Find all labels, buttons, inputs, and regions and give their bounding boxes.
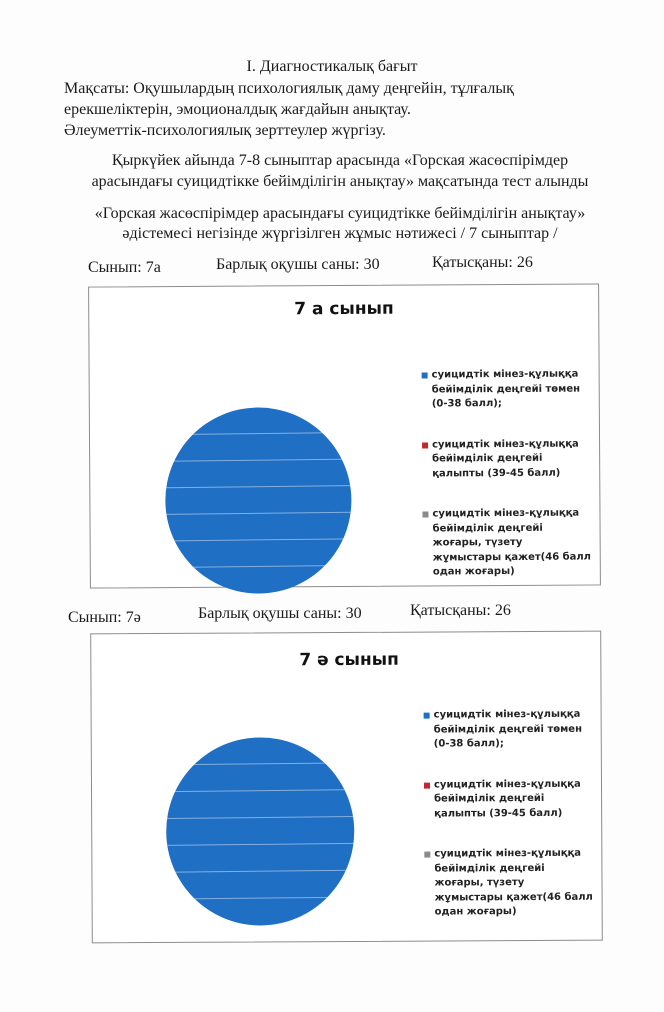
legend-item-high (422, 506, 592, 580)
method-line-1: «Горская жасөспірімдер арасындағы суицидтікке бейімділігін анықтау» (94, 205, 586, 222)
chart-title-7ae: 7 ә сынып (299, 649, 399, 671)
class-label-7a: Сынып: 7а (88, 259, 161, 276)
legend-item-normal (422, 437, 592, 482)
goal-line-1: Мақсаты: Оқушылардың психологиялық даму деңгейін, тұлғалық (64, 80, 514, 97)
legend-marker-gray-icon (422, 511, 428, 517)
legend-item-high (424, 847, 594, 920)
goal-line-2: ерекшеліктерін, эмоционалдық жағдайын анықтау. (64, 101, 411, 118)
legend-marker-red-icon (422, 442, 428, 448)
legend-marker-gray-icon (424, 852, 430, 858)
legend-7a (422, 367, 593, 580)
legend-marker-blue-icon (422, 372, 428, 378)
legend-marker-blue-icon (424, 713, 430, 719)
class-label-7ae: Сынып: 7ә (68, 609, 141, 626)
intro-line-1: Қыркүйек айында 7-8 сыныптар арасында «Горская жасөспірімдер (111, 152, 569, 169)
chart-title-7a: 7 а сынып (294, 298, 394, 320)
legend-label-high: суицидтік мінез-құлыққа бейімділік деңгейі жоғары, түзету жұмыстары қажет(46 балл одан жоғары) (432, 507, 592, 578)
pie-chart-7ae (166, 737, 355, 926)
pie-chart-7a (165, 407, 352, 594)
total-students-7a: Барлық оқушы саны: 30 (216, 256, 380, 273)
legend-label-normal: суицидтік мінез-құлыққа бейімділік деңгейі қалыпты (39-45 балл) (432, 438, 579, 479)
legend-item-low (424, 708, 594, 752)
legend-7ae (424, 708, 595, 920)
intro-line-2: арасындағы суицидтікке бейімділігін анықтау» мақсатында тест алынды (91, 173, 589, 190)
chart-box-7a (88, 283, 601, 588)
section-title: I. Диагностикалық бағыт (246, 58, 418, 75)
legend-label-low: суицидтік мінез-құлыққа бейімділік деңгейі төмен (0-38 балл); (433, 708, 583, 750)
participated-7a: Қатысқаны: 26 (432, 254, 533, 271)
legend-marker-red-icon (424, 782, 430, 788)
total-students-7ae: Барлық оқушы саны: 30 (198, 605, 362, 622)
participated-7ae: Қатысқаны: 26 (410, 602, 511, 619)
legend-label-normal: суицидтік мінез-құлыққа бейімділік деңгейі қалыпты (39-45 балл) (433, 778, 581, 820)
legend-label-high: суицидтік мінез-құлыққа бейімділік деңгейі жоғары, түзету жұмыстары қажет(46 балл одан жоғары) (434, 847, 593, 918)
legend-item-low (422, 367, 592, 412)
chart-box-7ae (90, 631, 603, 944)
legend-item-normal (424, 777, 594, 821)
method-line-2: әдістемесі негізінде жүргізілген жұмыс нәтижесі / 7 сыныптар / (122, 225, 558, 242)
goal-line-3: Әлеуметтік-психологиялық зерттеулер жүргізу. (64, 122, 386, 139)
legend-label-low: суицидтік мінез-құлыққа бейімділік деңгейі төмен (0-38 балл); (431, 368, 581, 410)
